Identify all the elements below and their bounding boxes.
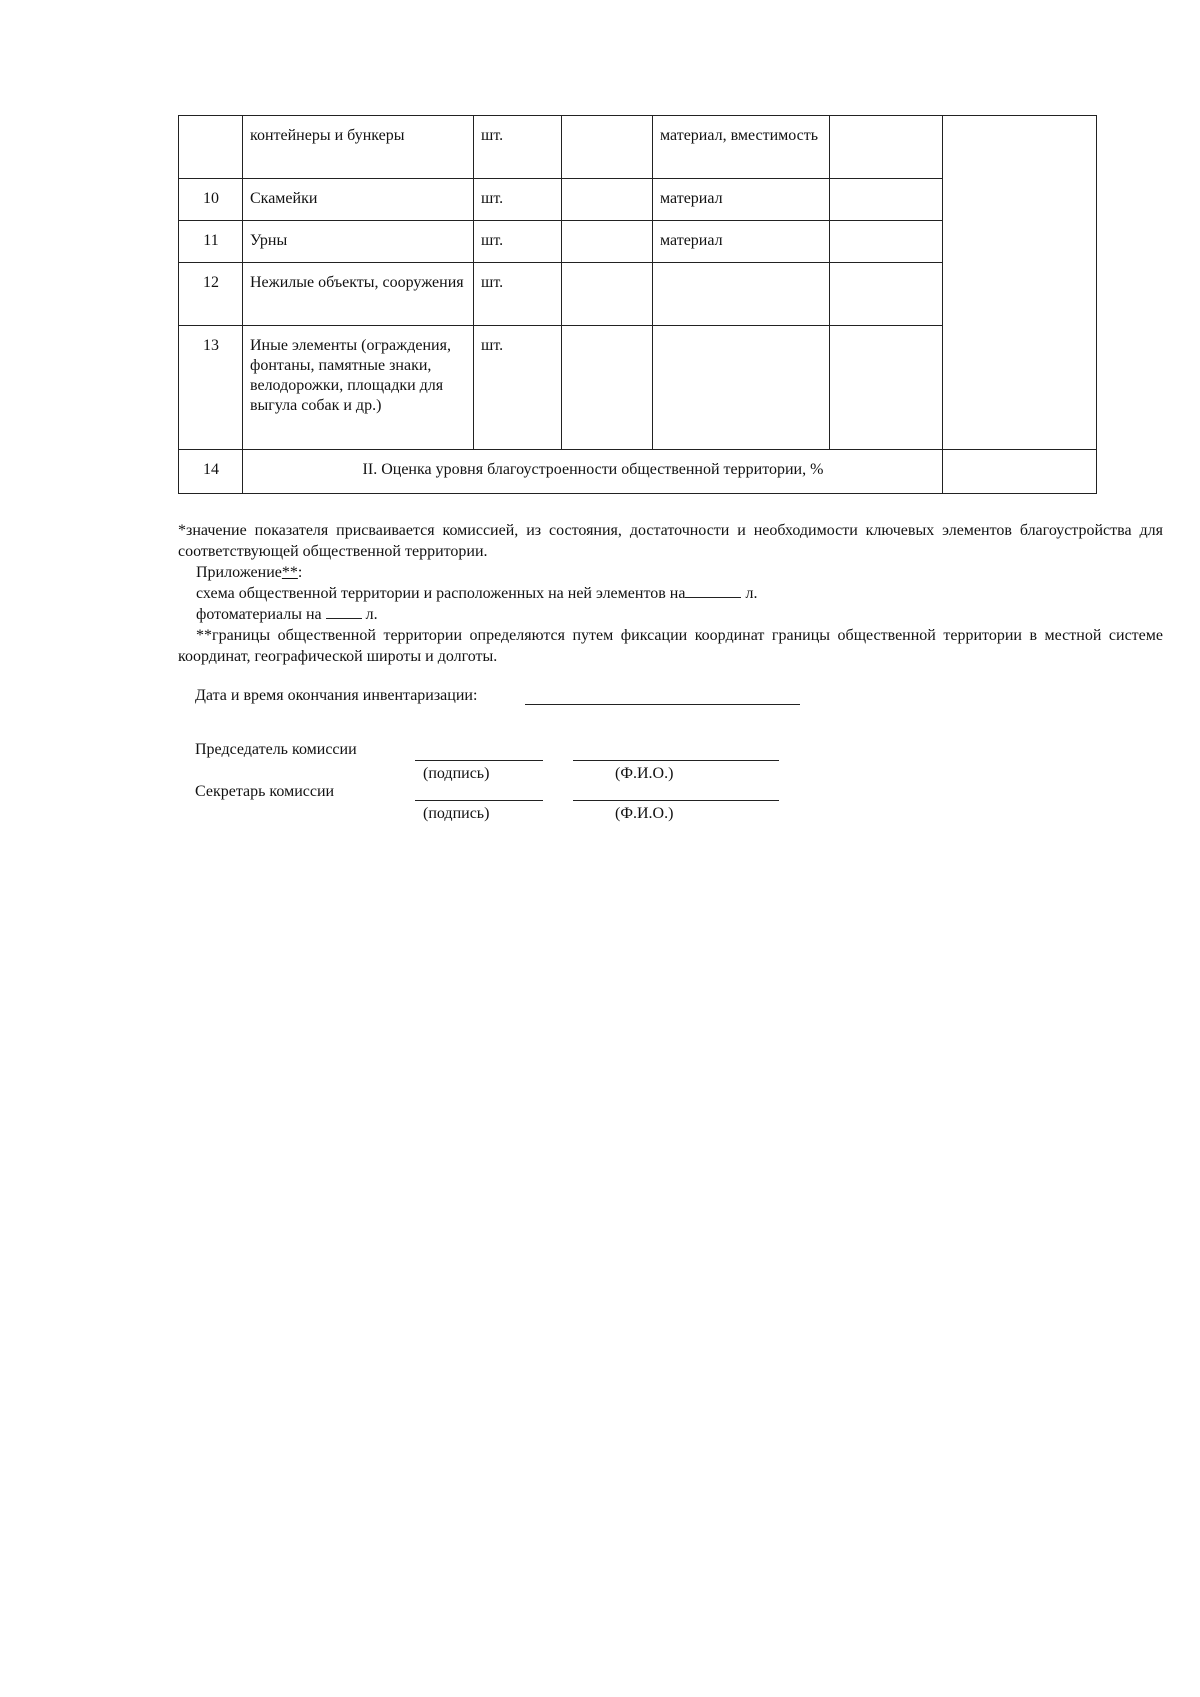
notes-block bbox=[178, 520, 1163, 667]
value-cell bbox=[562, 326, 653, 450]
note-cell bbox=[653, 326, 830, 450]
element-name: Нежилые объекты, сооружения bbox=[243, 263, 474, 326]
chairman-sign-line bbox=[415, 759, 543, 761]
total-row bbox=[179, 450, 1097, 494]
secretary-label: Секретарь комиссии bbox=[195, 783, 335, 800]
extra-cell bbox=[830, 221, 943, 263]
appendix-colon: : bbox=[297, 564, 303, 581]
scheme-sheets-blank bbox=[685, 583, 741, 598]
scheme-line bbox=[178, 583, 1163, 604]
sheets-suffix: л. bbox=[745, 585, 758, 602]
row-number: 10 bbox=[179, 179, 243, 221]
row-number bbox=[179, 116, 243, 179]
date-blank bbox=[525, 703, 800, 705]
note-cell: материал, вместимость bbox=[653, 116, 830, 179]
appendix-heading bbox=[178, 562, 1163, 583]
sign-caption: (подпись) bbox=[423, 765, 490, 782]
merged-score-cell bbox=[943, 116, 1097, 450]
footnote-text: *значение показателя присваивается комиссией, из состояния, достаточности и необходимости ключевых элементов благоустройства для соответствующей общественной территории. bbox=[178, 522, 1163, 560]
value-cell bbox=[562, 263, 653, 326]
element-name: Урны bbox=[243, 221, 474, 263]
total-label: II. Оценка уровня благоустроенности общественной территории, % bbox=[243, 450, 943, 494]
extra-cell bbox=[830, 116, 943, 179]
inventory-table bbox=[178, 115, 1097, 494]
date-line bbox=[195, 686, 895, 706]
extra-cell bbox=[830, 263, 943, 326]
name-caption: (Ф.И.О.) bbox=[615, 805, 674, 822]
element-name: Иные элементы (ограждения, фонтаны, памятные знаки, велодорожки, площадки для выгула собак и др.) bbox=[243, 326, 474, 450]
sheets-suffix: л. bbox=[365, 606, 378, 623]
secretary-name-line bbox=[573, 799, 779, 801]
note-cell bbox=[653, 263, 830, 326]
unit-cell: шт. bbox=[474, 326, 562, 450]
element-name: контейнеры и бункеры bbox=[243, 116, 474, 179]
unit-cell: шт. bbox=[474, 263, 562, 326]
appendix-label: Приложение bbox=[196, 564, 282, 581]
secretary-sign-line bbox=[415, 799, 543, 801]
chairman-label: Председатель комиссии bbox=[195, 741, 357, 758]
boundaries-text: **границы общественной территории определяются путем фиксации координат границы общественной территории в местной системе координат, географической широты и долготы. bbox=[178, 627, 1163, 665]
row-number: 13 bbox=[179, 326, 243, 450]
row-number: 14 bbox=[179, 450, 243, 494]
photo-text: фотоматериалы на bbox=[196, 606, 322, 623]
note-cell: материал bbox=[653, 179, 830, 221]
row-number: 11 bbox=[179, 221, 243, 263]
extra-cell bbox=[830, 326, 943, 450]
value-cell bbox=[562, 179, 653, 221]
photo-sheets-blank bbox=[326, 604, 362, 619]
total-value-cell bbox=[943, 450, 1097, 494]
unit-cell: шт. bbox=[474, 116, 562, 179]
row-number: 12 bbox=[179, 263, 243, 326]
appendix-mark: ** bbox=[281, 564, 298, 581]
scheme-text: схема общественной территории и расположенных на ней элементов на bbox=[196, 585, 686, 602]
sign-caption: (подпись) bbox=[423, 805, 490, 822]
signature-block bbox=[195, 686, 895, 826]
unit-cell: шт. bbox=[474, 179, 562, 221]
unit-cell: шт. bbox=[474, 221, 562, 263]
table-row bbox=[179, 116, 1097, 179]
value-cell bbox=[562, 221, 653, 263]
note-cell: материал bbox=[653, 221, 830, 263]
chairman-name-line bbox=[573, 759, 779, 761]
date-label: Дата и время окончания инвентаризации: bbox=[195, 687, 478, 704]
signatures-area bbox=[195, 726, 895, 826]
photo-line bbox=[178, 604, 1163, 625]
element-name: Скамейки bbox=[243, 179, 474, 221]
value-cell bbox=[562, 116, 653, 179]
extra-cell bbox=[830, 179, 943, 221]
name-caption: (Ф.И.О.) bbox=[615, 765, 674, 782]
